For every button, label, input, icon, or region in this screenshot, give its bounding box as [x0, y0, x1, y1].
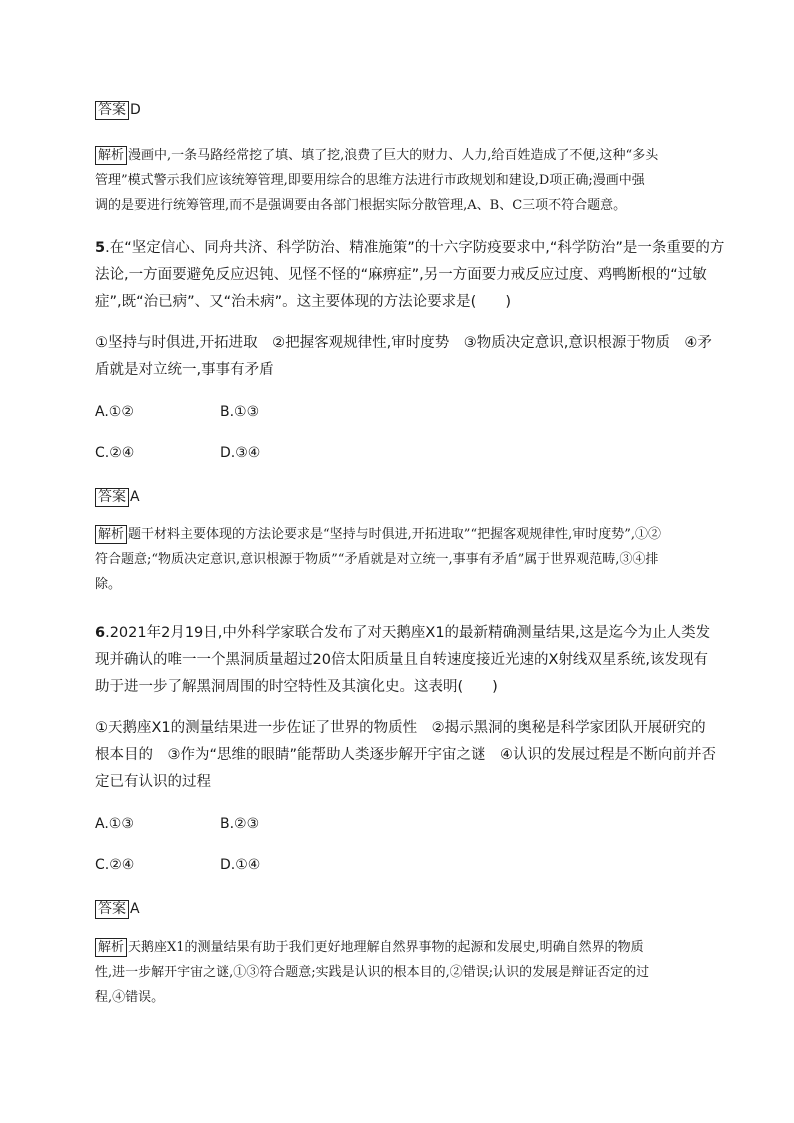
- analysis-tag: 解析: [95, 146, 127, 165]
- question-line: 5.在“坚定信心、同舟共济、科学防治、精准施策”的十六字防疫要求中,“科学防治”是一条重要的方: [95, 240, 725, 256]
- answer-value: D: [130, 102, 141, 118]
- analysis-line: 管理”模式警示我们应该统筹管理,即要用综合的思维方法进行市政规划和建设,D项正确;漫画中强: [95, 173, 645, 188]
- analysis-line: 解析 漫画中,一条马路经常挖了填、填了挖,浪费了巨大的财力、人力,给百姓造成了不便,这种“多头: [95, 143, 707, 168]
- statement-line: 根本目的 ③作为“思维的眼睛”能帮助人类逐步解开宇宙之谜 ④认识的发展过程是不断向前并否: [95, 747, 717, 763]
- question-line: 6.2021年2月19日,中外科学家联合发布了对天鹅座X1的最新精确测量结果,这是迄今为止人类发: [95, 625, 711, 641]
- analysis-line: 程,④错误。: [95, 990, 165, 1005]
- option-d: D.①④: [220, 857, 261, 873]
- analysis-block: [95, 522, 707, 597]
- analysis-line: 性,进一步解开宇宙之谜,①③符合题意;实践是认识的根本目的,②错误;认识的发展是辩证否定的过: [95, 965, 650, 980]
- statement-line: 盾就是对立统一,事事有矛盾: [95, 362, 274, 378]
- statement-line: ①坚持与时俱进,开拓进取 ②把握客观规律性,审时度势 ③物质决定意识,意识根源于物质 ④矛: [95, 335, 712, 351]
- option-a: A.①③: [95, 816, 134, 832]
- question-line: 法论,一方面要避免反应迟钝、见怪不怪的“麻痹症”,另一方面要力戒反应过度、鸡鸭断根的“过敏: [95, 267, 707, 283]
- analysis-line: 解析 题干材料主要体现的方法论要求是“坚持与时俱进,开拓进取”“把握客观规律性,审时度势”,①②: [95, 522, 707, 547]
- answer-line: [95, 97, 707, 123]
- analysis-line: 调的是要进行统筹管理,而不是强调要由各部门根据实际分散管理,A、B、C三项不符合题意。: [95, 198, 627, 213]
- option-b: B.①③: [220, 404, 260, 420]
- question-line: 助于进一步了解黑洞周围的时空特性及其演化史。这表明( ): [95, 679, 498, 695]
- answer-line: [95, 896, 707, 922]
- question-line: 现并确认的唯一一个黑洞质量超过20倍太阳质量且自转速度接近光速的X射线双星系统,该发现有: [95, 652, 708, 668]
- analysis-block: [95, 935, 707, 1010]
- question-number: 6: [95, 625, 106, 641]
- statement-line: ①天鹅座X1的测量结果进一步佐证了世界的物质性 ②揭示黑洞的奥秘是科学家团队开展研究的: [95, 720, 706, 736]
- answer-value: A: [130, 901, 140, 917]
- answer-tag: 答案: [95, 900, 129, 919]
- answer-value: A: [130, 489, 140, 505]
- answer-tag: 答案: [95, 101, 129, 120]
- question-5-stem: [95, 235, 725, 316]
- question-5-statements: [95, 330, 712, 384]
- option-c: C.②④: [95, 445, 135, 461]
- analysis-block: [95, 143, 707, 218]
- statement-line: 定已有认识的过程: [95, 774, 211, 790]
- answer-tag: 答案: [95, 488, 129, 507]
- question-6-statements: [95, 715, 717, 796]
- question-6-stem: [95, 620, 711, 701]
- option-d: D.③④: [220, 445, 261, 461]
- option-a: A.①②: [95, 404, 134, 420]
- question-line: 症”,既“治已病”、又“治未病”。这主要体现的方法论要求是( ): [95, 294, 511, 310]
- analysis-tag: 解析: [95, 938, 127, 957]
- option-b: B.②③: [220, 816, 260, 832]
- question-number: 5: [95, 240, 106, 256]
- analysis-line: 除。: [95, 577, 122, 592]
- analysis-line: 解析 天鹅座X1的测量结果有助于我们更好地理解自然界事物的起源和发展史,明确自然界的物质: [95, 935, 707, 960]
- analysis-tag: 解析: [95, 525, 127, 544]
- analysis-line: 符合题意;“物质决定意识,意识根源于物质”“矛盾就是对立统一,事事有矛盾”属于世界观范畴,③④排: [95, 552, 659, 567]
- option-c: C.②④: [95, 857, 135, 873]
- answer-line: [95, 484, 707, 510]
